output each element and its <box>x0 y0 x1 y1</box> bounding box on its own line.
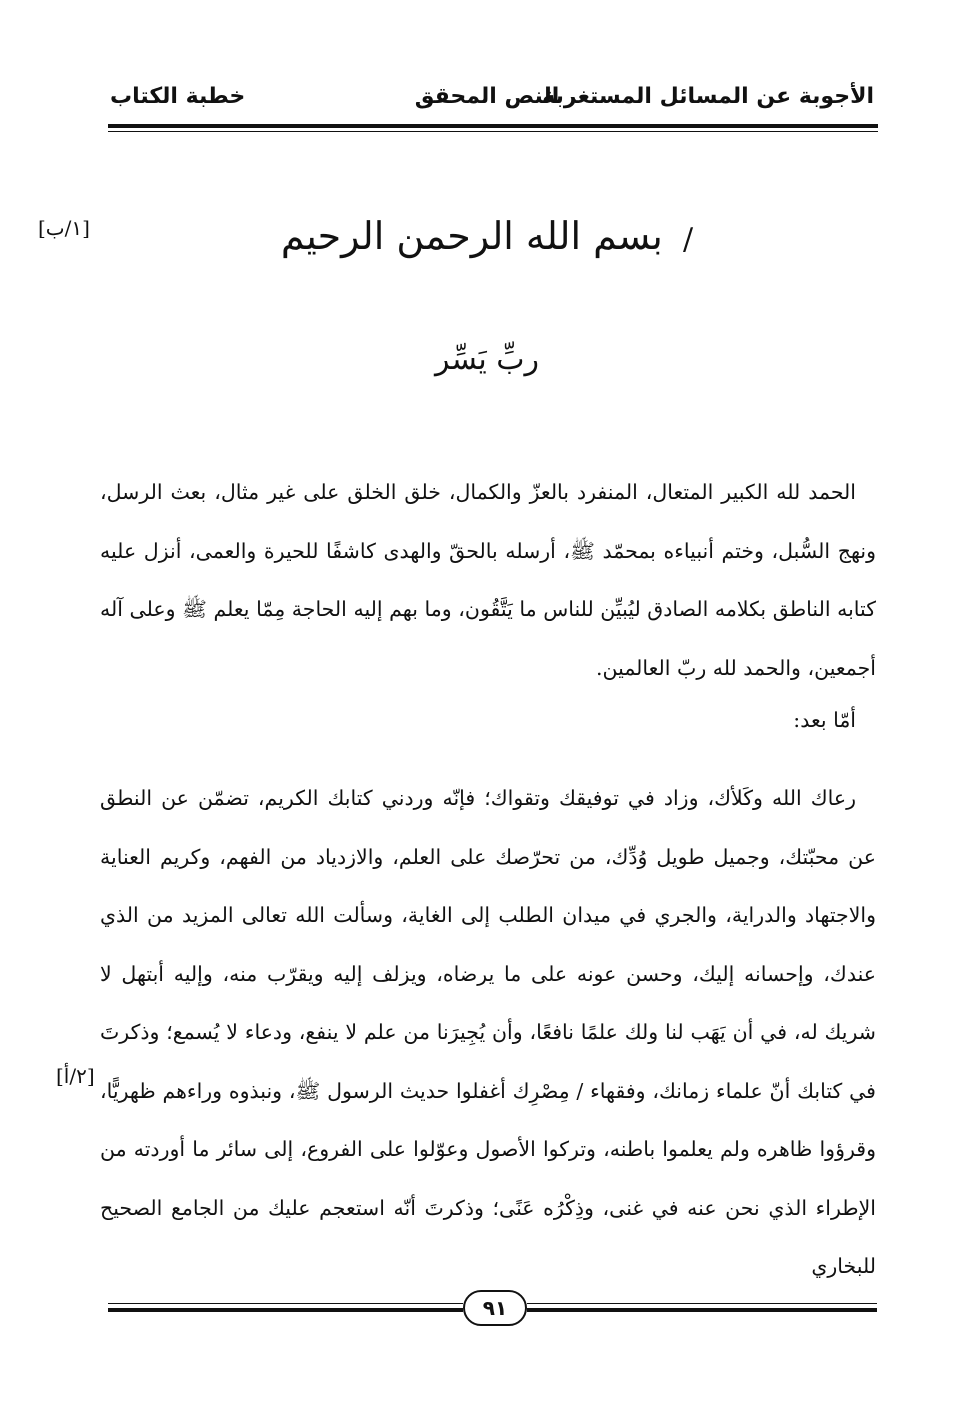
footer-rule-thin <box>527 1303 877 1304</box>
folio-marker: [١/ب] <box>38 216 90 240</box>
invocation: ربِّ يَسِّر <box>435 342 539 377</box>
header-section: النص المحقق <box>414 84 560 109</box>
footer-rule-thin <box>108 1303 463 1304</box>
header-book-title: الأجوبة عن المسائل المستغربة <box>542 84 874 109</box>
folio-marker: [٢/أ] <box>56 1064 95 1088</box>
footer-rule-thick <box>108 1308 463 1312</box>
paragraph: الحمد لله الكبير المتعال، المنفرد بالعزّ والكمال، خلق الخلق على غير مثال، بعث الرسل، ونهج السُّبل، وختم أنبياءه بمحمّد ﷺ، أرسله بالحقّ والهدى كاشفًا للحيرة والعمى، أنزل عليه كتابه الناطق بكلامه الصادق ليُبيِّن للناس ما يَتَّقُون، وما بهم إليه الحاجة مِمّا يعلم ﷺ وعلى آله أجمعين، والحمد لله ربّ العالمين. <box>100 480 876 680</box>
page-number: ٩١ <box>463 1290 527 1326</box>
basmala-mark: / <box>682 222 694 257</box>
paragraph: رعاك الله وكَلأك، وزاد في توفيقك وتقواك؛ فإنّه وردني كتابك الكريم، تضمّن عن النطق عن محبّتك، وجميل طويل وُدِّك، من تحرّصك على العلم، والازدياد من الفهم، وكريم العناية والاجتهاد والدراية، والجري في ميدان الطلب إلى الغاية، وسألت الله تعالى المزيد من الذي عندك، وإحسانه إليك، وحسن عونه على ما يرضاه، ويزلف إليه ويقرّب منه، وإليه أبتهل لا شريك له، في أن يَهَب لنا ولك علمًا نافعًا، وأن يُجِيرَنا من علم لا ينفع، ودعاء لا يُسمع؛ وذكرتَ في كتابك أنّ علماء زمانك، وفقهاء / مِصْرِك أغفلوا حديث الرسول ﷺ، ونبذوه وراءهم ظهريًّا، وقرؤوا ظاهره ولم يعلموا باطنه، وتركوا الأصول وعوّلوا على الفروع، إلى سائر ما أوردته من الإطراء الذي نحن عنه في غنى، وذِكْرُه عَنًى؛ وذكرتَ أنّه استعجم عليك من الجامع الصحيح للبخاري <box>100 786 876 1278</box>
header-rule-thin <box>108 131 878 132</box>
amma-baad: أمّا بعد: <box>793 708 856 732</box>
basmala: بسم الله الرحمن الرحيم <box>280 214 663 258</box>
header-chapter: خطبة الكتاب <box>110 84 246 109</box>
header-rule-thick <box>108 124 878 128</box>
basmala-line <box>0 214 974 258</box>
footer-rule-thick <box>527 1308 877 1312</box>
